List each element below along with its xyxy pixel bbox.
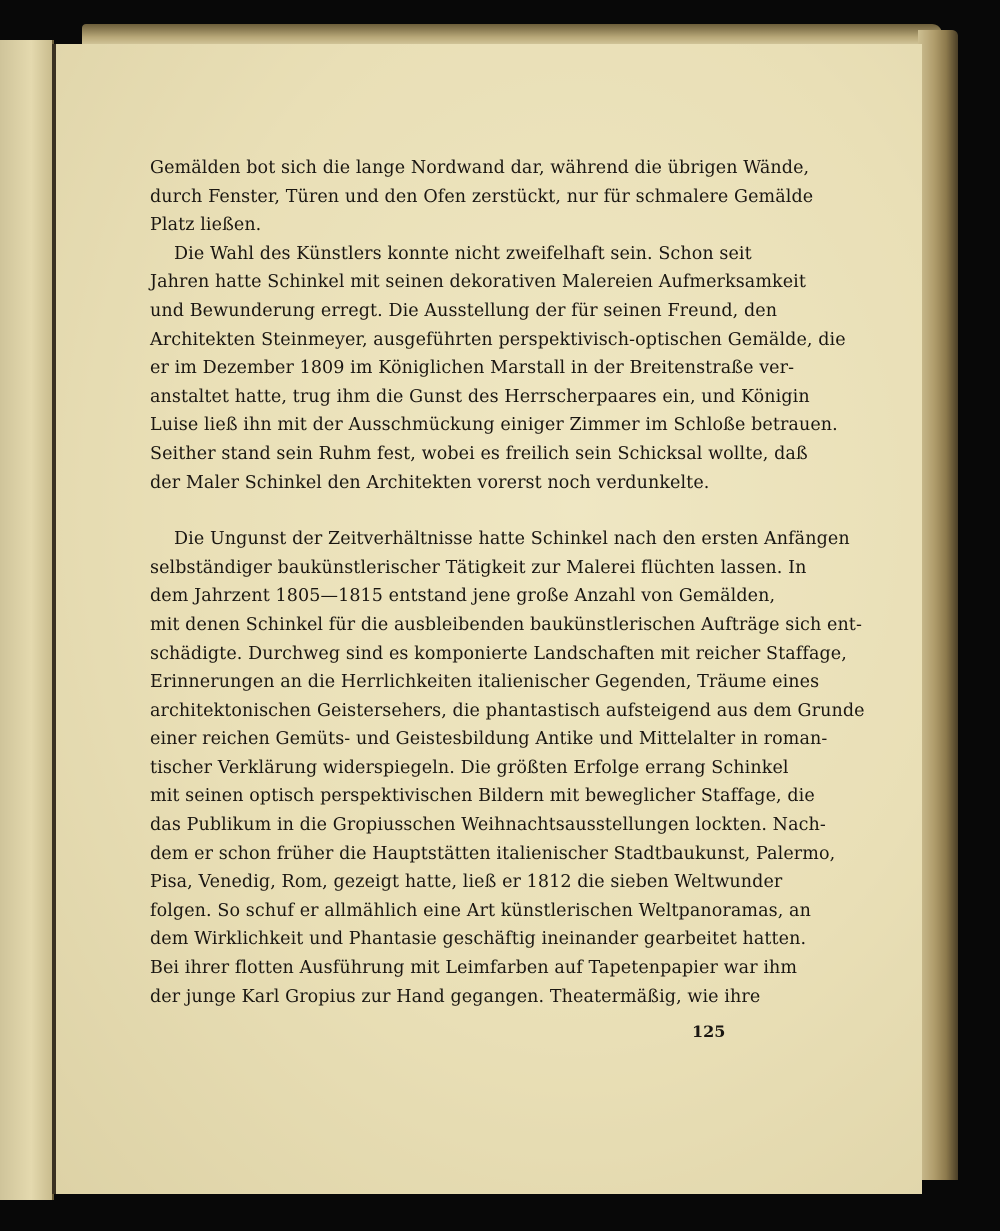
text-line: der junge Karl Gropius zur Hand gegangen. Theatermäßig, wie ihre (150, 986, 761, 1007)
text-line: Bei ihrer flotten Ausführung mit Leimfarben auf Tapetenpapier war ihm (150, 958, 798, 979)
text-line: Erinnerungen an die Herrlichkeiten italienischer Gegenden, Träume eines (150, 672, 820, 693)
paragraph-gap (150, 497, 722, 525)
body-text (150, 154, 865, 1011)
page-top-edge (82, 24, 942, 46)
text-line: mit seinen optisch perspektivischen Bildern mit beweglicher Staffage, die (150, 786, 815, 807)
text-line: Seither stand sein Ruhm fest, wobei es freilich sein Schicksal wollte, daß (150, 443, 808, 464)
text-line: das Publikum in die Gropiusschen Weihnachtsausstellungen lockten. Nach- (150, 815, 826, 836)
text-line: schädigte. Durchweg sind es komponierte Landschaften mit reicher Staffage, (150, 643, 847, 664)
text-line: Die Ungunst der Zeitverhältnisse hatte Schinkel nach den ersten Anfängen (174, 529, 850, 550)
page-number: 125 (692, 1022, 726, 1041)
text-line: anstaltet hatte, trug ihm die Gunst des Herrscherpaares ein, und Königin (150, 386, 810, 407)
text-line: einer reichen Gemüts- und Geistesbildung Antike und Mittelalter in roman- (150, 729, 828, 750)
text-line: Pisa, Venedig, Rom, gezeigt hatte, ließ er 1812 die sieben Weltwunder (150, 872, 783, 893)
text-line: dem Jahrzent 1805—1815 entstand jene große Anzahl von Gemälden, (150, 586, 776, 607)
text-line: selbständiger baukünstlerischer Tätigkeit zur Malerei flüchten lassen. In (150, 557, 807, 578)
text-line: durch Fenster, Türen und den Ofen zerstückt, nur für schmalere Gemälde (150, 186, 814, 207)
text-line: Platz ließen. (150, 215, 262, 236)
paragraph-1 (150, 154, 814, 240)
text-line: er im Dezember 1809 im Königlichen Marstall in der Breitenstraße ver- (150, 358, 795, 379)
text-line: Architekten Steinmeyer, ausgeführten perspektivisch-optischen Gemälde, die (150, 329, 846, 350)
text-line: dem er schon früher die Hauptstätten italienischer Stadtbaukunst, Palermo, (150, 843, 836, 864)
text-line: mit denen Schinkel für die ausbleibenden baukünstlerischen Aufträge sich ent- (150, 614, 862, 635)
text-line: und Bewunderung erregt. Die Ausstellung der für seinen Freund, den (150, 300, 778, 321)
paragraph-3 (150, 525, 865, 1011)
text-line: dem Wirklichkeit und Phantasie geschäftig ineinander gearbeitet hatten. (150, 929, 807, 950)
text-line: folgen. So schuf er allmählich eine Art künstlerischen Weltpanoramas, an (150, 900, 811, 921)
text-line: architektonischen Geistersehers, die phantastisch aufsteigend aus dem Grunde (150, 700, 865, 721)
text-line: der Maler Schinkel den Architekten vorerst noch verdunkelte. (150, 472, 710, 493)
facing-page-edge (0, 40, 54, 1200)
text-line: Luise ließ ihn mit der Ausschmückung einiger Zimmer im Schloße betrauen. (150, 415, 838, 436)
text-line: Gemälden bot sich die lange Nordwand dar, während die übrigen Wände, (150, 158, 810, 178)
text-line: Jahren hatte Schinkel mit seinen dekorativen Malereien Aufmerksamkeit (150, 272, 807, 293)
page-stack-edge (918, 30, 958, 1180)
book-page (56, 44, 922, 1194)
paragraph-2 (150, 240, 846, 497)
text-line: tischer Verklärung widerspiegeln. Die größten Erfolge errang Schinkel (150, 757, 789, 778)
text-line: Die Wahl des Künstlers konnte nicht zweifelhaft sein. Schon seit (174, 243, 752, 264)
